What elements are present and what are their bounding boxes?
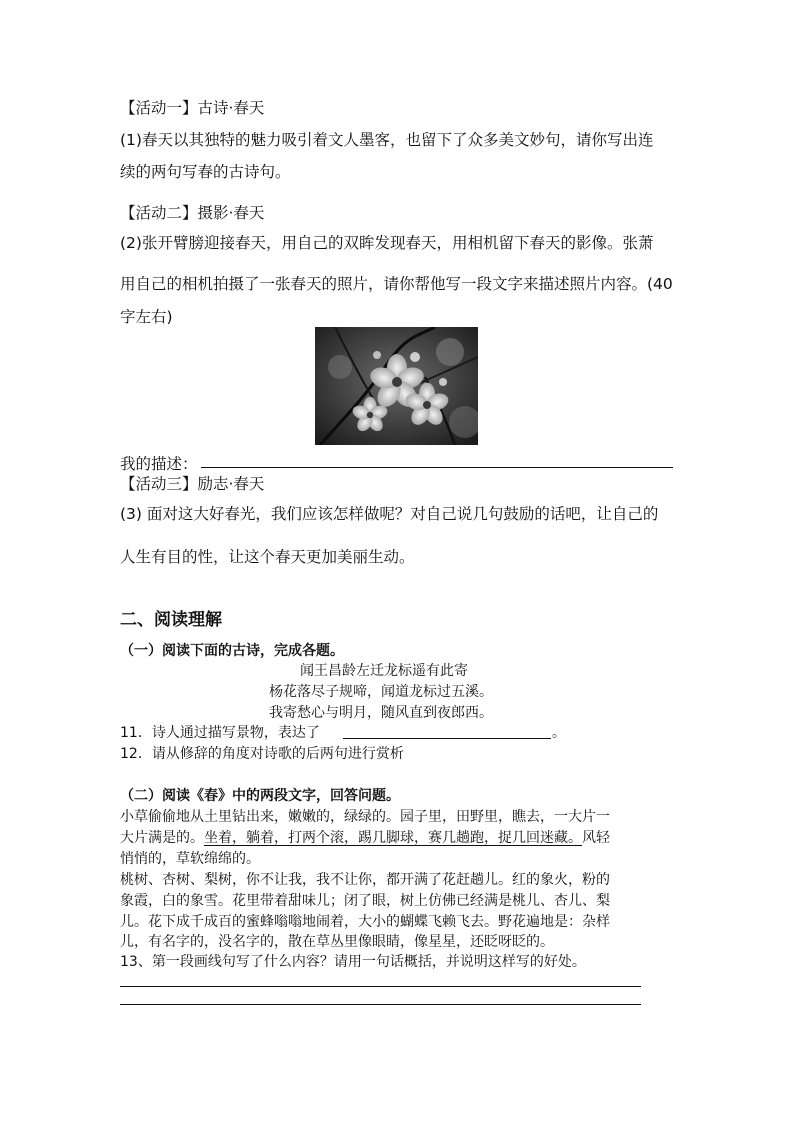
question-11-end: 。 <box>552 725 566 741</box>
my-description-blank[interactable] <box>201 467 673 468</box>
activity3-question-line2: 人生有目的性，让这个春天更加美丽生动。 <box>120 548 415 566</box>
activity2-question-line2: 用自己的相机拍摄了一张春天的照片，请你帮他写一段文字来描述照片内容。(40 <box>120 275 673 293</box>
activity1-question-line2: 续的两句写春的古诗句。 <box>120 163 291 181</box>
passage1-line2-start: 大片满是的。 <box>120 830 204 846</box>
section2-title: 二、阅读理解 <box>120 610 222 630</box>
my-description-label: 我的描述： <box>120 455 198 473</box>
passage1-line2-end: 风轻 <box>582 830 610 846</box>
passage2-line2: 象霞，白的象雪。花里带着甜味儿；闭了眼，树上仿佛已经满是桃儿、杏儿、梨 <box>120 893 610 909</box>
activity1-question-line1: (1)春天以其独特的魅力吸引着文人墨客，也留下了众多美文妙句，请你写出连 <box>120 131 654 149</box>
activity1-heading: 【活动一】古诗·春天 <box>120 99 265 117</box>
activity3-question-line1: (3) 面对这大好春光，我们应该怎样做呢？对自己说几句鼓励的话吧，让自己的 <box>120 505 659 523</box>
poem-title: 闻王昌龄左迁龙标遥有此寄 <box>300 663 468 679</box>
part2-heading: （二）阅读《春》中的两段文字，回答问题。 <box>120 788 400 804</box>
passage1-line1: 小草偷偷地从土里钻出来，嫩嫩的，绿绿的。园子里，田野里，瞧去，一大片一 <box>120 809 610 825</box>
spring-blossom-photo <box>315 327 478 445</box>
passage1-line3: 悄悄的，草软绵绵的。 <box>120 851 260 867</box>
activity3-heading: 【活动三】励志·春天 <box>120 475 265 493</box>
passage2-line4: 儿，有名字的，没名字的，散在草丛里像眼睛，像星星，还眨呀眨的。 <box>120 934 554 950</box>
activity2-heading: 【活动二】摄影·春天 <box>120 204 265 222</box>
answer-line-2[interactable] <box>120 1004 641 1005</box>
question-13: 13、第一段画线句写了什么内容？请用一句话概括，并说明这样写的好处。 <box>120 954 586 970</box>
part1-heading: （一）阅读下面的古诗，完成各题。 <box>120 643 344 659</box>
poem-line1: 杨花落尽子规啼，闻道龙标过五溪。 <box>269 684 493 700</box>
poem-line2: 我寄愁心与明月，随风直到夜郎西。 <box>269 705 493 721</box>
question-12: 12．请从修辞的角度对诗歌的后两句进行赏析 <box>120 746 404 762</box>
activity2-question-line3: 字左右) <box>120 308 173 326</box>
passage2-line3: 儿。花下成千成百的蜜蜂嗡嗡地闹着，大小的蝴蝶飞赖飞去。野花遍地是：杂样 <box>120 914 610 930</box>
passage2-line1: 桃树、杏树、梨树，你不让我，我不让你，都开满了花赶趟儿。红的象火，粉的 <box>120 872 610 888</box>
passage1-line2 <box>120 827 610 847</box>
passage1-underlined-sentence: 坐着，躺着，打两个滚，踢几脚球，赛几趟跑，捉几回迷藏。 <box>204 830 582 846</box>
question-11: 11．诗人通过描写景物，表达了 <box>120 725 320 741</box>
activity2-question-line1: (2)张开臂膀迎接春天，用自己的双眸发现春天，用相机留下春天的影像。张萧 <box>120 234 654 252</box>
answer-line-1[interactable] <box>120 986 641 987</box>
question-11-blank[interactable] <box>343 738 551 739</box>
